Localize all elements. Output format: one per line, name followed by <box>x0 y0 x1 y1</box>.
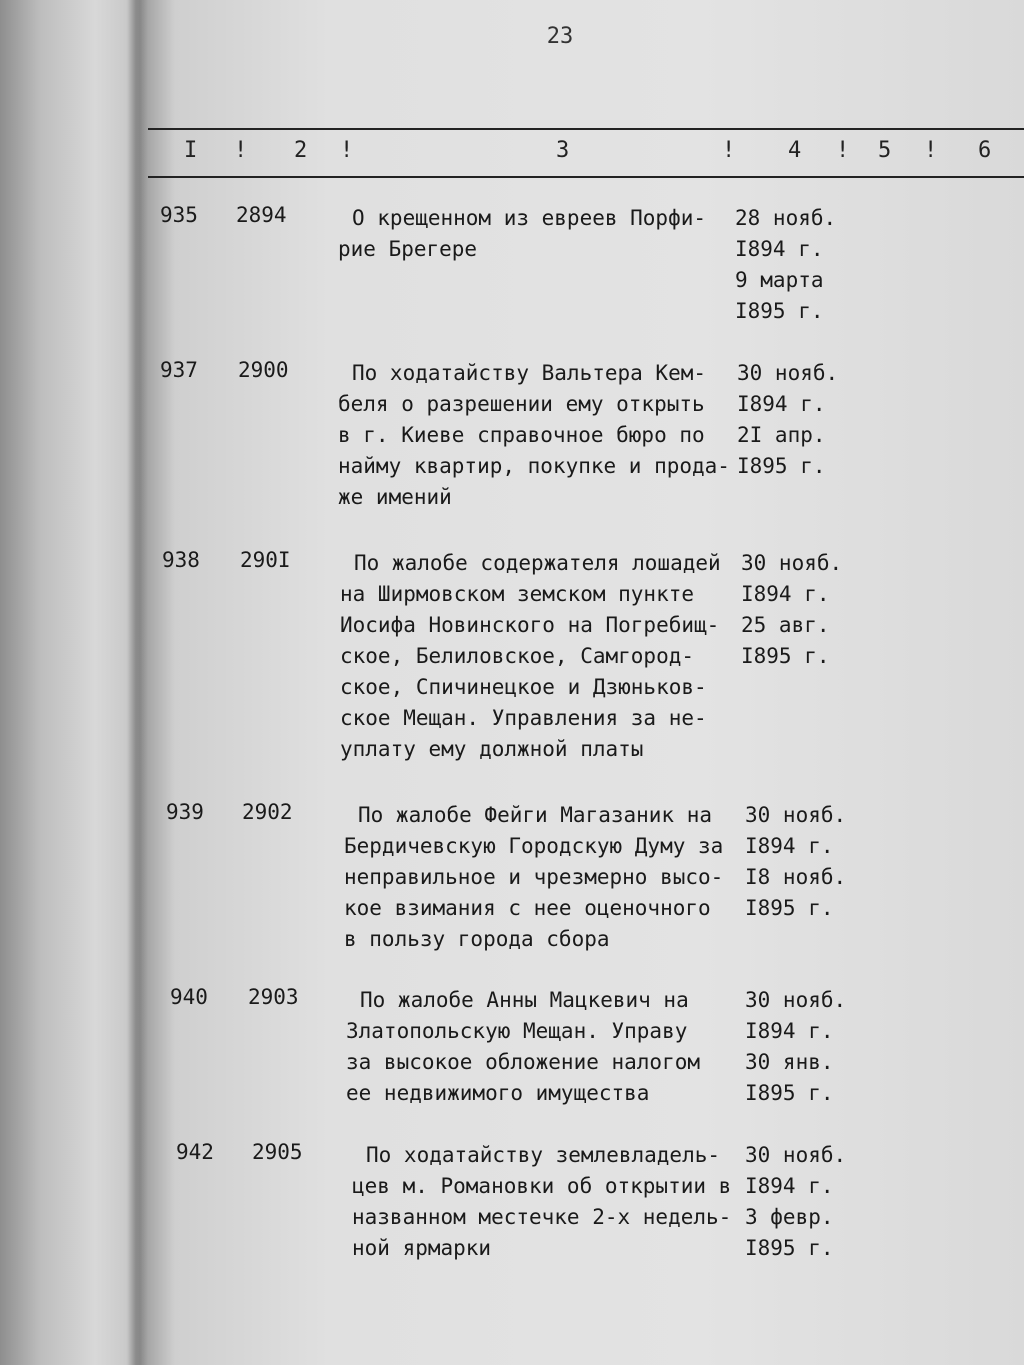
description-line: По ходатайству Вальтера Кем- <box>352 361 707 385</box>
description-line: названном местечке 2-х недель- <box>352 1205 732 1229</box>
entry-number: 938 <box>162 548 200 572</box>
description-line: ной ярмарки <box>352 1236 492 1260</box>
entry-number: 940 <box>170 985 208 1009</box>
header-col-3: 3 <box>556 138 570 163</box>
description-line: в г. Киеве справочное бюро по <box>338 423 705 447</box>
date-line: 9 марта <box>735 268 824 292</box>
date-line: I895 г. <box>745 1081 834 1105</box>
description-line: По жалобе Фейги Магазаник на <box>358 803 713 827</box>
header-separator: ! <box>234 138 248 163</box>
description-line: рие Брегере <box>338 237 478 261</box>
entry-description <box>338 203 738 265</box>
date-line: 30 нояб. <box>745 803 847 827</box>
description-line: Иосифа Новинского на Погребищ- <box>340 613 720 637</box>
entry-dates <box>737 358 857 482</box>
entry-code: 2894 <box>236 203 287 227</box>
header-col-6: 6 <box>978 138 992 163</box>
description-line: же имений <box>338 485 452 509</box>
header-separator: ! <box>924 138 938 163</box>
entry-number: 942 <box>176 1140 214 1164</box>
description-line: По жалобе содержателя лошадей <box>354 551 721 575</box>
entry-description <box>352 1140 752 1264</box>
date-line: 25 авг. <box>741 613 830 637</box>
header-separator: ! <box>340 138 354 163</box>
date-line: 30 нояб. <box>741 551 843 575</box>
date-line: I8 нояб. <box>745 865 847 889</box>
entry-number: 939 <box>166 800 204 824</box>
date-line: 30 янв. <box>745 1050 834 1074</box>
date-line: I895 г. <box>741 644 830 668</box>
entry-description <box>344 800 744 955</box>
entry-code: 2900 <box>238 358 289 382</box>
description-line: кое взимания с нее оценочного <box>344 896 711 920</box>
page-number: 23 <box>546 24 574 49</box>
date-line: I894 г. <box>737 392 826 416</box>
entry-code: 290I <box>240 548 291 572</box>
entry-description <box>338 358 738 513</box>
header-col-4: 4 <box>788 138 802 163</box>
date-line: I894 г. <box>745 834 834 858</box>
header-col-1: I <box>184 138 198 163</box>
description-line: ское Мещан. Управления за не- <box>340 706 707 730</box>
date-line: I894 г. <box>745 1174 834 1198</box>
entry-description <box>346 985 746 1109</box>
date-line: I895 г. <box>745 896 834 920</box>
description-line: Бердичевскую Городскую Думу за <box>344 834 724 858</box>
entry-dates <box>745 1140 865 1264</box>
description-line: уплату ему должной платы <box>340 737 644 761</box>
date-line: I894 г. <box>735 237 824 261</box>
header-col-2: 2 <box>294 138 308 163</box>
date-line: I895 г. <box>745 1236 834 1260</box>
header-separator: ! <box>722 138 736 163</box>
description-line: на Ширмовском земском пункте <box>340 582 695 606</box>
date-line: 30 нояб. <box>745 1143 847 1167</box>
description-line: ское, Белиловское, Самгород- <box>340 644 695 668</box>
header-col-5: 5 <box>878 138 892 163</box>
entry-code: 2903 <box>248 985 299 1009</box>
description-line: неправильное и чрезмерно высо- <box>344 865 724 889</box>
date-line: 30 нояб. <box>745 988 847 1012</box>
entry-description <box>340 548 740 765</box>
description-line: найму квартир, покупке и прода- <box>338 454 730 478</box>
description-line: О крещенном из евреев Порфи- <box>352 206 707 230</box>
description-line: По жалобе Анны Мацкевич на <box>360 988 689 1012</box>
date-line: 2I апр. <box>737 423 826 447</box>
entry-dates <box>745 985 865 1109</box>
header-separator: ! <box>836 138 850 163</box>
entry-dates <box>741 548 861 672</box>
description-line: цев м. Романовки об открытии в <box>352 1174 732 1198</box>
date-line: 28 нояб. <box>735 206 837 230</box>
description-line: ее недвижимого имущества <box>346 1081 650 1105</box>
entry-dates <box>735 203 855 327</box>
description-line: Златопольскую Мещан. Управу <box>346 1019 688 1043</box>
date-line: I895 г. <box>737 454 826 478</box>
date-line: I894 г. <box>741 582 830 606</box>
entry-number: 935 <box>160 203 198 227</box>
date-line: I895 г. <box>735 299 824 323</box>
date-line: 3 февр. <box>745 1205 834 1229</box>
description-line: за высокое обложение налогом <box>346 1050 701 1074</box>
entry-code: 2902 <box>242 800 293 824</box>
description-line: ское, Спичинецкое и Дзюньков- <box>340 675 707 699</box>
date-line: I894 г. <box>745 1019 834 1043</box>
entry-number: 937 <box>160 358 198 382</box>
description-line: По ходатайству землевладель- <box>366 1143 721 1167</box>
date-line: 30 нояб. <box>737 361 839 385</box>
entry-code: 2905 <box>252 1140 303 1164</box>
description-line: в пользу города сбора <box>344 927 610 951</box>
entry-dates <box>745 800 865 924</box>
description-line: беля о разрешении ему открыть <box>338 392 705 416</box>
